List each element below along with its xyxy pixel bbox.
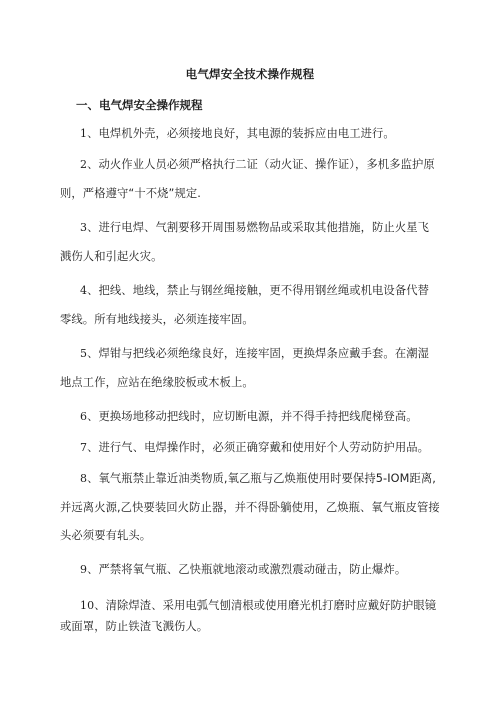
paragraph-text: 、电焊机外壳，必须接地良好，其电源的装拆应由电工进行。 bbox=[87, 127, 395, 140]
paragraph-number: 7 bbox=[80, 441, 88, 454]
paragraph-text: 、严禁将氧气瓶、乙快瓶就地滚动或激烈震动碰击，防止爆炸。 bbox=[87, 563, 407, 576]
paragraph-7 bbox=[60, 434, 440, 463]
paragraph-number: 9 bbox=[80, 563, 88, 576]
paragraph-number: 8 bbox=[80, 472, 88, 485]
document-title: 电气焊安全技术操作规程 bbox=[185, 67, 315, 81]
paragraph-number: 4 bbox=[80, 284, 88, 297]
paragraph-number: 5 bbox=[80, 347, 88, 360]
paragraph-text: 、清除焊渣、采用电弧气刨清根或使用磨光机打磨时应戴好防护眼镜或面罩，防止铁渣飞溅伤人。 bbox=[60, 599, 437, 633]
paragraph-text: 、进行电焊、气割要移开周围易燃物品或采取其他措施，防止火星飞溅伤人和引起火灾。 bbox=[60, 221, 430, 263]
paragraph-3 bbox=[60, 214, 440, 271]
paragraph-text: 、把线、地线，禁止与钢丝绳接触，更不得用钢丝绳或机电设备代替零线。所有地线接头，必须连接牢固。 bbox=[60, 284, 430, 326]
section-heading: 一、电气焊安全操作规程 bbox=[76, 98, 203, 112]
paragraph-9 bbox=[60, 556, 440, 585]
paragraph-number: 2 bbox=[80, 158, 88, 171]
paragraph-1 bbox=[60, 120, 440, 149]
paragraph-6 bbox=[60, 403, 440, 432]
paragraph-2 bbox=[60, 151, 440, 208]
paragraph-number: 3 bbox=[80, 221, 88, 234]
paragraph-5 bbox=[60, 340, 440, 397]
paragraph-number: 10 bbox=[80, 599, 95, 612]
paragraph-number: 6 bbox=[80, 410, 88, 423]
paragraph-10 bbox=[60, 595, 440, 637]
paragraph-text: 、进行气、电焊操作时，必须正确穿戴和使用好个人劳动防护用品。 bbox=[87, 441, 430, 454]
paragraph-4 bbox=[60, 277, 440, 334]
paragraph-number: 1 bbox=[80, 127, 88, 140]
paragraph-text: 、焊钳与把线必须绝缘良好，连接牢固，更换焊条应戴手套。在潮湿地点工作，应站在绝缘胶板或木板上。 bbox=[60, 347, 430, 389]
paragraph-text: 、更换场地移动把线时，应切断电源，并不得手持把线爬梯登高。 bbox=[87, 410, 418, 423]
paragraph-8 bbox=[60, 465, 440, 551]
paragraph-text: 、动火作业人员必须严格执行二证（动火证、操作证），多机多监护原则，严格遵守“十不烧”规定. bbox=[60, 158, 435, 200]
paragraph-text: 、氧气瓶禁止靠近油类物质,氧乙瓶与乙焕瓶使用时要保持5-IOM距离,并远离火源,乙快要装回火防止器，并不得卧躺使用，乙焕瓶、氧气瓶皮管接头必须要有轧头。 bbox=[60, 472, 440, 542]
